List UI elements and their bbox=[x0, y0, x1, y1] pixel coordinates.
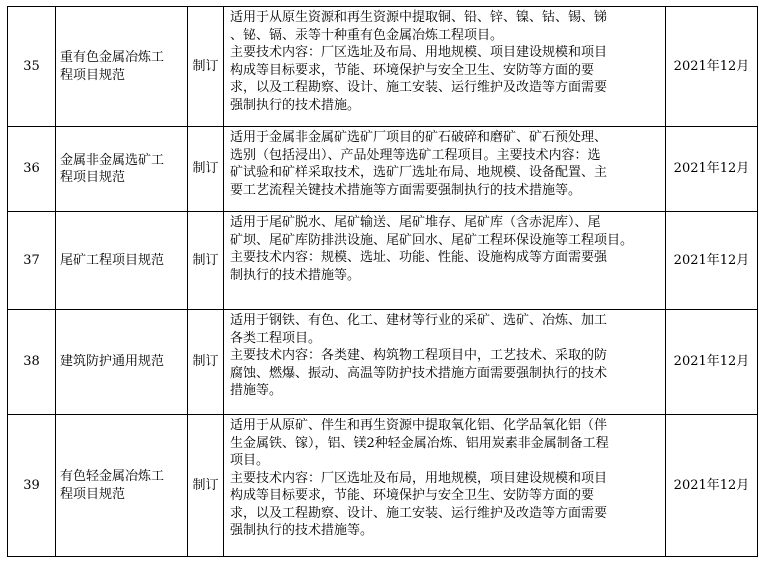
spec-description: 适用于尾矿脱水、尾矿输送、尾矿堆存、尾矿库（含赤泥库）、尾 矿坝、尾矿库防排洪设施、尾矿回水、尾矿工程环保设施等工程项目。 主要技术内容：规模、选址、功能、性能、设施构成等方面需要强 制执行的技术措施等。 bbox=[224, 212, 666, 310]
spec-description: 适用于从原生资源和再生资源中提取铜、铅、锌、镍、钴、锡、锑 、铋、镉、汞等十种重有色金属冶炼工程项目。 主要技术内容：厂区选址及布局、用地规模、项目建设规模和项目 构成等目标要求，节能、环境保护与安全卫生、安防等方面的要 求，以及工程勘察、设计、施工安装、运行维护及改造等方面需要 强制执行的技术措施。 bbox=[224, 7, 666, 127]
spec-type: 制订 bbox=[188, 7, 224, 127]
spec-type: 制订 bbox=[188, 127, 224, 212]
spec-type: 制订 bbox=[188, 212, 224, 310]
row-number: 37 bbox=[8, 212, 56, 310]
spec-type: 制订 bbox=[188, 415, 224, 557]
spec-description: 适用于金属非金属矿选矿厂项目的矿石破碎和磨矿、矿石预处理、 选别（包括浸出）、产品处理等选矿工程项目。主要技术内容：选 矿试验和矿样采取技术，选矿厂选址布局、地规模、设备配置、主 要工艺流程关键技术措施等方面需要强制执行的技术措施等。 bbox=[224, 127, 666, 212]
table-row bbox=[8, 127, 758, 212]
spec-description: 适用于钢铁、有色、化工、建材等行业的采矿、选矿、冶炼、加工 各类工程项目。 主要技术内容：各类建、构筑物工程项目中，工艺技术、采取的防 腐蚀、燃爆、振动、高温等防护技术措施方面需要强制执行的技术 措施等。 bbox=[224, 310, 666, 415]
spec-name: 金属非金属选矿工 程项目规范 bbox=[56, 127, 188, 212]
completion-date: 2021年12月 bbox=[666, 415, 758, 557]
row-number: 38 bbox=[8, 310, 56, 415]
row-number: 39 bbox=[8, 415, 56, 557]
standards-table bbox=[7, 6, 758, 557]
completion-date: 2021年12月 bbox=[666, 212, 758, 310]
spec-name: 建筑防护通用规范 bbox=[56, 310, 188, 415]
table-row bbox=[8, 7, 758, 127]
row-number: 35 bbox=[8, 7, 56, 127]
table-row bbox=[8, 415, 758, 557]
spec-name: 重有色金属冶炼工 程项目规范 bbox=[56, 7, 188, 127]
completion-date: 2021年12月 bbox=[666, 7, 758, 127]
table-row bbox=[8, 310, 758, 415]
row-number: 36 bbox=[8, 127, 56, 212]
spec-name: 有色轻金属冶炼工 程项目规范 bbox=[56, 415, 188, 557]
spec-type: 制订 bbox=[188, 310, 224, 415]
completion-date: 2021年12月 bbox=[666, 127, 758, 212]
spec-description: 适用于从原矿、伴生和再生资源中提取氧化铝、化学品氧化铝（伴 生金属铁、镓），铝、镁2种轻金属冶炼、铝用炭素非金属制备工程 项目。 主要技术内容：厂区选址及布局，用地规模，项目建设规模和项目 构成等目标要求，节能、环境保护与安全卫生、安防等方面的要 求，以及工程勘察、设计、施工安装、运行维护及改造等方面需要 强制执行的技术措施等。 bbox=[224, 415, 666, 557]
spec-name: 尾矿工程项目规范 bbox=[56, 212, 188, 310]
completion-date: 2021年12月 bbox=[666, 310, 758, 415]
table-row bbox=[8, 212, 758, 310]
